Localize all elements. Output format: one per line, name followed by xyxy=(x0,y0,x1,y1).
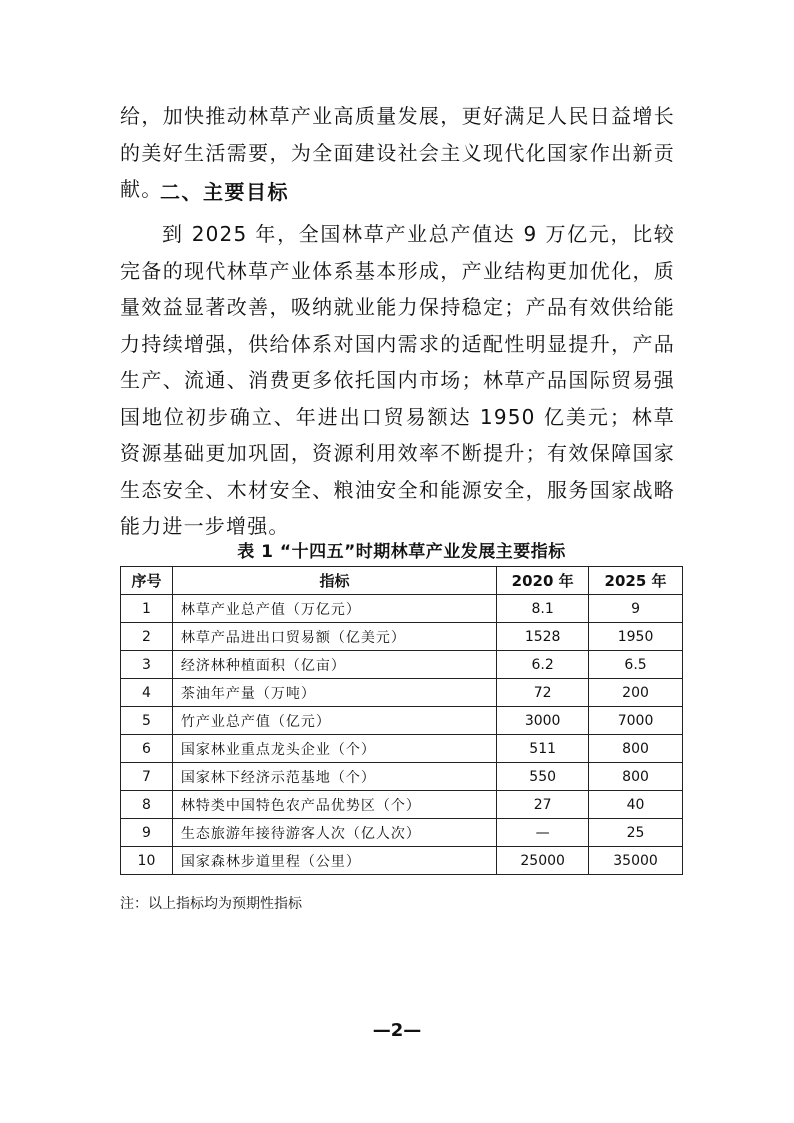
row-indicator: 茶油年产量（万吨） xyxy=(172,679,496,707)
row-index: 9 xyxy=(121,819,173,847)
row-value-2020: — xyxy=(497,819,589,847)
row-index: 1 xyxy=(121,595,173,623)
row-value-2020: 3000 xyxy=(497,707,589,735)
table-header-row xyxy=(121,567,683,595)
row-indicator: 国家林下经济示范基地（个） xyxy=(172,763,496,791)
row-index: 2 xyxy=(121,623,173,651)
table-row xyxy=(121,819,683,847)
row-value-2025: 40 xyxy=(589,791,683,819)
row-value-2020: 72 xyxy=(497,679,589,707)
row-index: 4 xyxy=(121,679,173,707)
row-index: 8 xyxy=(121,791,173,819)
row-indicator: 经济林种植面积（亿亩） xyxy=(172,651,496,679)
row-indicator: 竹产业总产值（亿元） xyxy=(172,707,496,735)
row-value-2020: 550 xyxy=(497,763,589,791)
row-value-2020: 1528 xyxy=(497,623,589,651)
table-row xyxy=(121,679,683,707)
row-indicator: 国家林业重点龙头企业（个） xyxy=(172,735,496,763)
column-header-2025: 2025 年 xyxy=(589,567,683,595)
row-value-2025: 7000 xyxy=(589,707,683,735)
body-paragraph-1: 给，加快推动林草产业高质量发展，更好满足人民日益增长的美好生活需要，为全面建设社会主义现代化国家作出新贡献。 xyxy=(120,104,675,201)
row-index: 10 xyxy=(121,847,173,875)
row-value-2020: 8.1 xyxy=(497,595,589,623)
row-value-2025: 800 xyxy=(589,763,683,791)
table-row xyxy=(121,651,683,679)
table-row xyxy=(121,707,683,735)
row-index: 3 xyxy=(121,651,173,679)
table-row xyxy=(121,791,683,819)
row-indicator: 林草产业总产值（万亿元） xyxy=(172,595,496,623)
column-header-indicator: 指标 xyxy=(172,567,496,595)
row-indicator: 生态旅游年接待游客人次（亿人次） xyxy=(172,819,496,847)
table-note: 注：以上指标均为预期性指标 xyxy=(120,896,302,912)
row-value-2020: 6.2 xyxy=(497,651,589,679)
section-heading: 二、主要目标 xyxy=(160,180,289,204)
indicators-table xyxy=(120,566,683,875)
row-value-2020: 511 xyxy=(497,735,589,763)
row-value-2025: 25 xyxy=(589,819,683,847)
row-index: 6 xyxy=(121,735,173,763)
column-header-2020: 2020 年 xyxy=(497,567,589,595)
table-caption: 表 1 “十四五”时期林草产业发展主要指标 xyxy=(237,542,566,562)
table-row xyxy=(121,595,683,623)
row-value-2025: 1950 xyxy=(589,623,683,651)
row-value-2020: 25000 xyxy=(497,847,589,875)
table-row xyxy=(121,735,683,763)
row-indicator: 林特类中国特色农产品优势区（个） xyxy=(172,791,496,819)
row-value-2025: 200 xyxy=(589,679,683,707)
row-value-2025: 9 xyxy=(589,595,683,623)
column-header-index: 序号 xyxy=(121,567,173,595)
row-value-2025: 35000 xyxy=(589,847,683,875)
row-value-2020: 27 xyxy=(497,791,589,819)
row-indicator: 国家森林步道里程（公里） xyxy=(172,847,496,875)
row-indicator: 林草产品进出口贸易额（亿美元） xyxy=(172,623,496,651)
body-paragraph-2: 到 2025 年，全国林草产业总产值达 9 万亿元，比较完备的现代林草产业体系基本形成，产业结构更加优化，质量效益显著改善，吸纳就业能力保持稳定；产品有效供给能力持续增强，供给体系对国内需求的适配性明显提升，产品生产、流通、消费更多依托国内市场；林草产品国际贸易强国地位初步确立、年进出口贸易额达 1950 亿美元；林草资源基础更加巩固，资源利用效率不断提升；有效保障国家生态安全、木材安全、粮油安全和能源安全，服务国家战略能力进一步增强。 xyxy=(120,222,675,538)
row-value-2025: 800 xyxy=(589,735,683,763)
row-value-2025: 6.5 xyxy=(589,651,683,679)
row-index: 5 xyxy=(121,707,173,735)
table-row xyxy=(121,763,683,791)
page-number: —2— xyxy=(372,1020,422,1041)
table-row xyxy=(121,847,683,875)
row-index: 7 xyxy=(121,763,173,791)
table-row xyxy=(121,623,683,651)
